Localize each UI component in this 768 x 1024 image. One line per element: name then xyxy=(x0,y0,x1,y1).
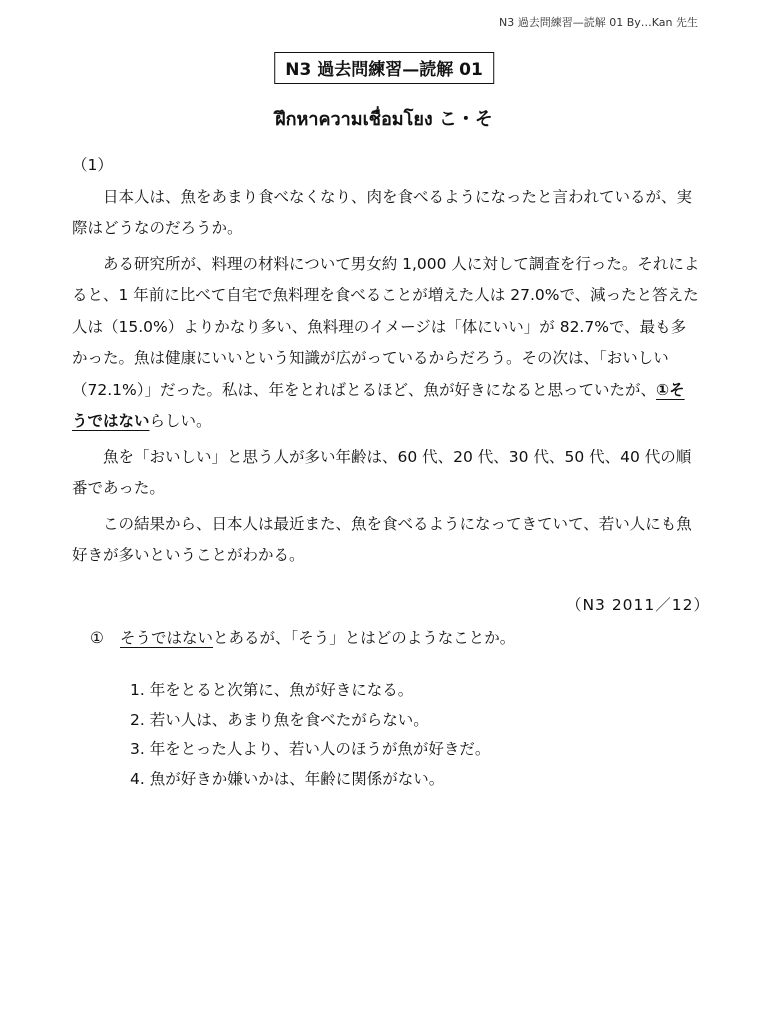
paragraph-2 xyxy=(72,249,700,438)
paragraph-2-end: らしい。 xyxy=(149,412,212,430)
reading-passage xyxy=(72,150,700,572)
question-text: とあるが、「そう」とはどのようなことか。 xyxy=(213,629,516,647)
answer-options xyxy=(130,676,490,794)
option-1: 1. 年をとると次第に、魚が好きになる。 xyxy=(130,681,414,699)
page-title: N3 過去問練習—読解 01 xyxy=(274,52,494,84)
paragraph-2-text: ある研究所が、料理の材料について男女約 1,000 人に対して調査を行った。それによると、1 年前に比べて自宅で魚料理を食べることが増えた人は 27.0%で、減ったと答えた人は（15.0%）よりかなり多い、魚料理のイメージは「体にいい」が 82.7%で、最も多かった。魚は健康にいいという知識が広がっているからだろう。その次は、「おいしい（72.1%）」だった。私は、年をとればとるほど、魚が好きになると思っていたが、 xyxy=(72,254,700,399)
paragraph-4: この結果から、日本人は最近また、魚を食べるようになってきていて、若い人にも魚好きが多いということがわかる。 xyxy=(72,514,692,564)
option-2: 2. 若い人は、あまり魚を食べたがらない。 xyxy=(130,710,429,729)
passage-number: （1） xyxy=(72,156,113,174)
option-4: 4. 魚が好きか嫌いかは、年齢に関係がない。 xyxy=(130,769,445,788)
question-underlined: そうではない xyxy=(120,629,214,647)
marked-phrase: ①そうではない xyxy=(72,380,685,430)
source-citation: （N3 2011／12） xyxy=(565,596,710,614)
paragraph-1: 日本人は、魚をあまり食べなくなり、肉を食べるようになったと言われているが、実際はどうなのだろうか。 xyxy=(72,187,693,237)
subtitle: ฝึกหาความเชื่อมโยง こ・そ xyxy=(275,109,493,130)
option-3: 3. 年をとった人より、若い人のほうが魚が好きだ。 xyxy=(130,740,491,758)
paragraph-3: 魚を「おいしい」と思う人が多い年齢は、60 代、20 代、30 代、50 代、40 代の順番であった。 xyxy=(72,447,692,497)
question-number: ① xyxy=(90,629,104,647)
question xyxy=(90,626,515,648)
header-note: N3 過去問練習—読解 01 By…Kan 先生 xyxy=(499,16,698,29)
